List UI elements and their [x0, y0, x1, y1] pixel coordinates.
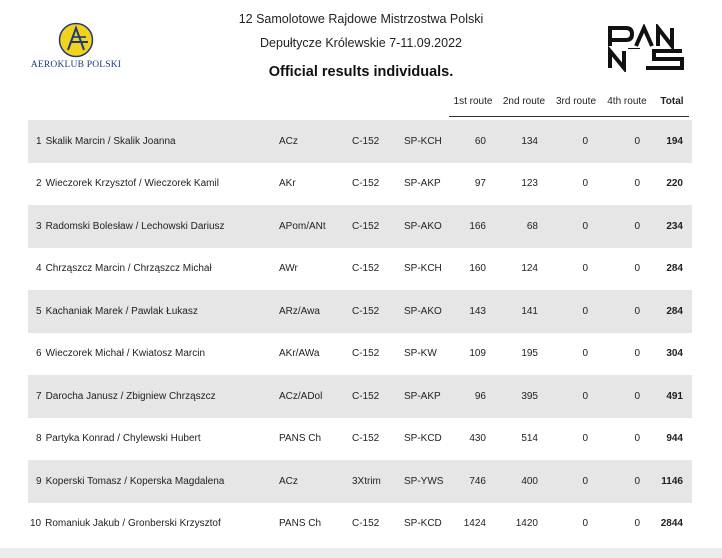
- route-1-score: 1424: [463, 518, 486, 530]
- table-row: [28, 460, 692, 503]
- route-3-score: 0: [582, 475, 588, 487]
- competition-location-dates: Depułtycze Królewskie 7-11.09.2022: [260, 36, 462, 50]
- route-2-score: 68: [526, 220, 538, 232]
- route-3-score: 0: [582, 178, 588, 190]
- table-row: [28, 333, 692, 376]
- column-headers: [0, 92, 722, 118]
- aeroklub-name: AEROKLUB POLSKI: [30, 60, 122, 70]
- table-row: [28, 120, 692, 163]
- route-1-score: 430: [469, 433, 486, 445]
- aircraft-type: C-152: [352, 518, 380, 530]
- crew-name: [36, 163, 219, 206]
- club: AWr: [279, 263, 298, 275]
- route-3-score: 0: [582, 135, 588, 147]
- route-4-score: 0: [634, 518, 640, 530]
- route-2-score: 195: [521, 348, 538, 360]
- aircraft-registration: SP-AKO: [404, 220, 442, 232]
- crew-names: Darocha Janusz / Zbigniew Chrząszcz: [45, 390, 216, 402]
- total-score: 491: [666, 390, 683, 402]
- route-4-score: 0: [634, 305, 640, 317]
- route-2-score: 141: [521, 305, 538, 317]
- results-table: [28, 120, 692, 545]
- table-row: [28, 418, 692, 461]
- route-2-score: 514: [521, 433, 538, 445]
- route-1-score: 96: [474, 390, 486, 402]
- aircraft-registration: SP-KCD: [404, 433, 442, 445]
- route-3-score: 0: [582, 433, 588, 445]
- route-4-score: 0: [634, 263, 640, 275]
- total-score: 304: [666, 348, 683, 360]
- crew-name: [30, 503, 221, 546]
- total-score: 284: [666, 305, 683, 317]
- route-2-score: 134: [521, 135, 538, 147]
- crew-name: [36, 375, 216, 418]
- position-number: 3: [36, 220, 42, 232]
- aircraft-registration: SP-AKO: [404, 305, 442, 317]
- header-underline: [449, 116, 689, 117]
- route-2-score: 395: [521, 390, 538, 402]
- route-3-score: 0: [582, 305, 588, 317]
- table-row: [28, 503, 692, 546]
- route-2-score: 124: [521, 263, 538, 275]
- aircraft-type: C-152: [352, 263, 380, 275]
- route-1-score: 166: [469, 220, 486, 232]
- crew-name: [36, 418, 201, 461]
- aircraft-registration: SP-AKP: [404, 390, 441, 402]
- aircraft-registration: SP-YWS: [404, 475, 444, 487]
- route-3-score: 0: [582, 390, 588, 402]
- club: ARz/Awa: [279, 305, 320, 317]
- total-score: 944: [666, 433, 683, 445]
- aircraft-type: C-152: [352, 433, 380, 445]
- position-number: 6: [36, 348, 42, 360]
- crew-name: [36, 120, 176, 163]
- aircraft-type: C-152: [352, 390, 380, 402]
- route-1-score: 97: [474, 178, 486, 190]
- club: PANS Ch: [279, 518, 322, 530]
- position-number: 1: [36, 135, 42, 147]
- crew-names: Wieczorek Krzysztof / Wieczorek Kamil: [45, 178, 219, 190]
- aircraft-registration: SP-KCD: [404, 518, 442, 530]
- crew-name: [36, 205, 225, 248]
- club: AKr/AWa: [279, 348, 320, 360]
- route-3-score: 0: [582, 263, 588, 275]
- position-number: 4: [36, 263, 42, 275]
- route-4-score: 0: [634, 390, 640, 402]
- aircraft-registration: SP-KCH: [404, 135, 442, 147]
- route-2-score: 1420: [515, 518, 538, 530]
- total-score: 2844: [660, 518, 683, 530]
- route-4-score: 0: [634, 433, 640, 445]
- route-4-score: 0: [634, 475, 640, 487]
- route-1-score: 60: [474, 135, 486, 147]
- aircraft-type: C-152: [352, 348, 380, 360]
- aircraft-type: 3Xtrim: [352, 475, 381, 487]
- crew-names: Koperski Tomasz / Koperska Magdalena: [45, 475, 225, 487]
- position-number: 10: [30, 518, 42, 530]
- club: ACz: [279, 135, 298, 147]
- aircraft-registration: SP-KCH: [404, 263, 442, 275]
- position-number: 2: [36, 178, 42, 190]
- route-3-score: 0: [582, 518, 588, 530]
- column-header-total: Total: [660, 96, 684, 107]
- crew-name: [36, 248, 212, 291]
- aircraft-type: C-152: [352, 135, 380, 147]
- column-header-route-4: 4th route: [607, 96, 647, 107]
- aircraft-type: C-152: [352, 178, 380, 190]
- aircraft-type: C-152: [352, 220, 380, 232]
- crew-names: Kachaniak Marek / Pawlak Łukasz: [45, 305, 198, 317]
- total-score: 194: [666, 135, 683, 147]
- route-3-score: 0: [582, 348, 588, 360]
- table-row: [28, 375, 692, 418]
- route-3-score: 0: [582, 220, 588, 232]
- club: PANS Ch: [279, 433, 322, 445]
- crew-names: Wieczorek Michał / Kwiatosz Marcin: [45, 348, 206, 360]
- crew-name: [36, 290, 198, 333]
- route-1-score: 746: [469, 475, 486, 487]
- route-1-score: 143: [469, 305, 486, 317]
- aircraft-registration: SP-KW: [404, 348, 437, 360]
- crew-name: [36, 333, 205, 376]
- crew-names: Partyka Konrad / Chylewski Hubert: [45, 433, 201, 445]
- crew-names: Romaniuk Jakub / Gronberski Krzysztof: [45, 518, 221, 530]
- column-header-route-1: 1st route: [453, 96, 493, 107]
- club: ACz: [279, 475, 298, 487]
- route-2-score: 400: [521, 475, 538, 487]
- position-number: 8: [36, 433, 42, 445]
- column-header-route-3: 3rd route: [555, 96, 597, 107]
- page-bottom-edge: [0, 548, 722, 558]
- table-row: [28, 290, 692, 333]
- route-4-score: 0: [634, 220, 640, 232]
- club: AKr: [279, 178, 296, 190]
- position-number: 9: [36, 475, 42, 487]
- route-4-score: 0: [634, 178, 640, 190]
- crew-names: Chrząszcz Marcin / Chrząszcz Michał: [45, 263, 212, 275]
- route-1-score: 109: [469, 348, 486, 360]
- position-number: 5: [36, 305, 42, 317]
- total-score: 1146: [661, 475, 683, 487]
- column-header-route-2: 2nd route: [502, 96, 546, 107]
- route-4-score: 0: [634, 135, 640, 147]
- total-score: 234: [666, 220, 683, 232]
- aircraft-type: C-152: [352, 305, 380, 317]
- crew-names: Radomski Bolesław / Lechowski Dariusz: [45, 220, 225, 232]
- competition-name: 12 Samolotowe Rajdowe Mistrzostwa Polski: [238, 12, 484, 26]
- club: APom/ANt: [279, 220, 326, 232]
- position-number: 7: [36, 390, 42, 402]
- route-1-score: 160: [469, 263, 486, 275]
- route-4-score: 0: [634, 348, 640, 360]
- total-score: 284: [666, 263, 683, 275]
- results-title: Official results individuals.: [268, 64, 454, 80]
- club: ACz/ADol: [279, 390, 323, 402]
- table-row: [28, 205, 692, 248]
- total-score: 220: [666, 178, 683, 190]
- table-row: [28, 163, 692, 206]
- crew-name: [36, 460, 224, 503]
- route-2-score: 123: [521, 178, 538, 190]
- table-row: [28, 248, 692, 291]
- aircraft-registration: SP-AKP: [404, 178, 441, 190]
- crew-names: Skalik Marcin / Skalik Joanna: [45, 135, 176, 147]
